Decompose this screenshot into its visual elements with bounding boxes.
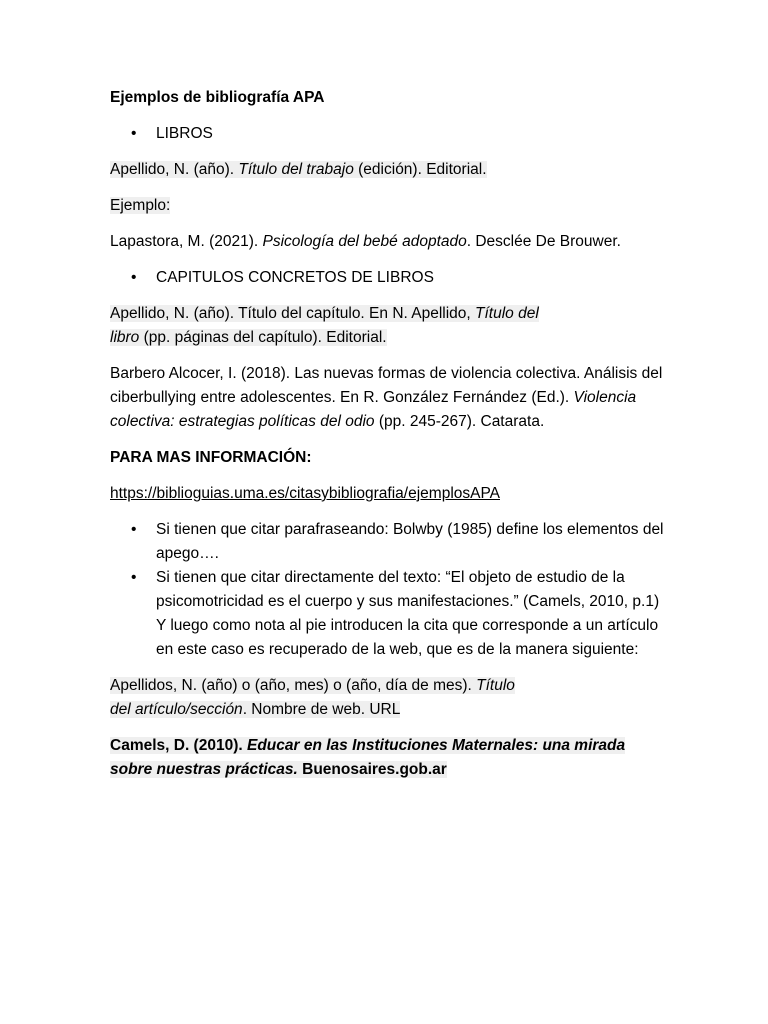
libro-pattern [110,158,670,182]
web-pattern-d: . Nombre de web. URL [242,701,401,718]
capitulo-pattern [110,302,670,350]
web-pattern-title1: Título [476,677,515,694]
web-example-title: Educar en las Instituciones Maternales: una mirada sobre nuestras prácticas. [110,737,626,778]
document-page [110,86,670,782]
bullet-icon: • [131,521,137,538]
document-title: Ejemplos de bibliografía APA [110,89,325,106]
libro-pattern-a: Apellido, N. (año). [110,161,239,178]
web-example-c: Buenosaires.gob.ar [297,761,447,778]
bullet-icon: • [131,269,137,286]
libro-pattern-c: (edición). Editorial. [353,161,487,178]
cita-bullet-item [110,566,670,662]
web-example [110,734,670,782]
cita-bullet-text: Si tienen que citar directamente del texto: “El objeto de estudio de la psicomotricidad es el cuerpo y sus manifestaciones.” (Camels, 2010, p.1) Y luego como nota al pie introducen la cita que corresponde a un artículo en este caso es recuperado de la web, que es de la manera siguiente: [156,569,660,658]
web-pattern [110,674,670,722]
web-pattern-title2: del artículo/sección [110,701,243,718]
libro-example-c: . Desclée De Brouwer. [466,233,621,250]
libro-pattern-title: Título del trabajo [238,161,354,178]
cita-bullet-list [110,518,670,662]
mas-info-heading: PARA MAS INFORMACIÓN: [110,449,312,466]
ejemplo-label [110,194,670,218]
apa-guide-link[interactable]: https://biblioguias.uma.es/citasybibliografia/ejemplosAPA [110,485,500,502]
cita-bullet-item [110,518,670,566]
section-libros-label: LIBROS [156,125,213,142]
bullet-icon: • [131,125,137,142]
capitulo-pattern-title1: Título del [475,305,539,322]
web-pattern-a: Apellidos, N. (año) o (año, mes) o (año, día de mes). [110,677,477,694]
capitulo-example-a: Barbero Alcocer, I. (2018). Las nuevas formas de violencia colectiva. Análisis del ciberbullying entre adolescentes. En R. González Fernández (Ed.). [110,365,663,406]
libro-example [110,230,670,254]
capitulo-pattern-d: (pp. páginas del capítulo). Editorial. [139,329,387,346]
capitulo-example [110,362,670,434]
link-paragraph [110,482,670,506]
bullet-icon: • [131,569,137,586]
capitulo-pattern-title2: libro [110,329,140,346]
section-capitulos-label: CAPITULOS CONCRETOS DE LIBROS [156,269,434,286]
web-example-a: Camels, D. (2010). [110,737,247,754]
section-libros [110,122,670,146]
libro-example-title: Psicología del bebé adoptado [262,233,467,250]
ejemplo-label-text: Ejemplo: [110,197,171,214]
section-capitulos [110,266,670,290]
cita-bullet-text: Si tienen que citar parafraseando: Bolwby (1985) define los elementos del apego…. [156,521,664,562]
capitulo-example-title: Violencia colectiva: estrategias políticas del odio [110,389,637,430]
capitulo-example-c: (pp. 245-267). Catarata. [374,413,545,430]
libro-example-a: Lapastora, M. (2021). [110,233,263,250]
capitulo-pattern-a: Apellido, N. (año). Título del capítulo. En N. Apellido, [110,305,476,322]
